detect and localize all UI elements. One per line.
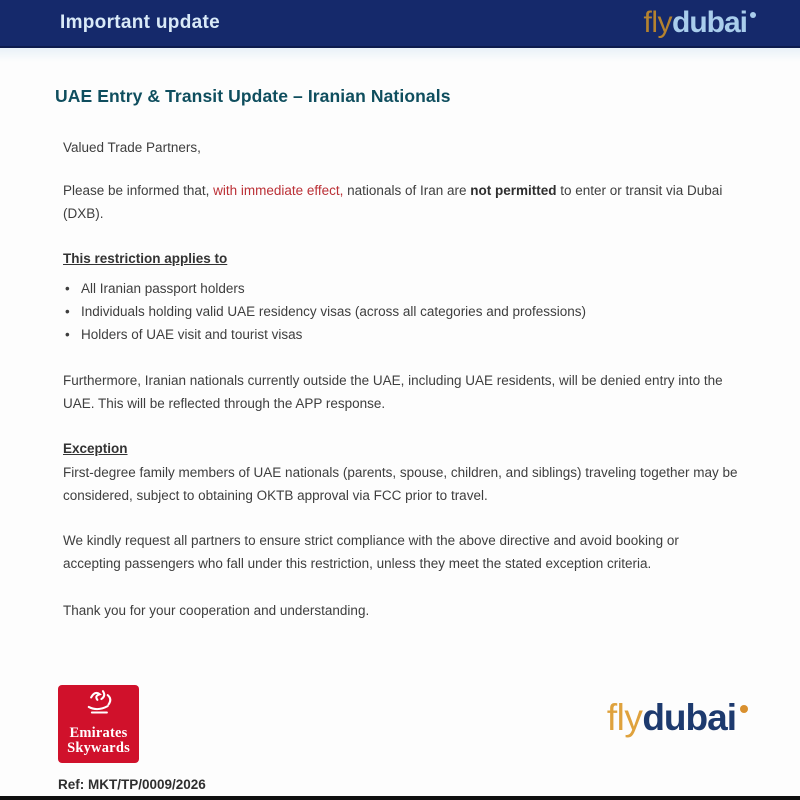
flydubai-logo-header (644, 8, 757, 38)
header-bar (0, 0, 800, 48)
not-permitted-emphasis: not permitted (470, 183, 557, 198)
emirates-logo-text: Emirates (69, 725, 128, 741)
emirates-skywards-logo (58, 685, 139, 763)
greeting-text: Valued Trade Partners, (63, 140, 201, 155)
intro-text-mid: nationals of Iran are (343, 183, 471, 198)
footer-logos-row (58, 685, 748, 763)
flydubai-logo-dubai-text: dubai (672, 6, 747, 39)
exception-body: First-degree family members of UAE nationals (parents, spouse, children, and siblings) traveling together may be considered, subject to obtaining OKTB approval via FCC prior to travel. (63, 465, 738, 503)
furthermore-paragraph: Furthermore, Iranian nationals currently outside the UAE, including UAE residents, will be denied entry into the UAE. This will be reflected through the APP response. (63, 373, 723, 411)
header-fade-divider (0, 48, 800, 62)
immediate-effect-highlight: with immediate effect, (213, 183, 344, 198)
header-title: Important update (60, 12, 220, 33)
notice-content (0, 86, 800, 622)
thanks-paragraph: Thank you for your cooperation and understanding. (63, 603, 370, 618)
flydubai-logo-fly-text: fly (606, 696, 643, 738)
compliance-paragraph: We kindly request all partners to ensure strict compliance with the above directive and avoid booking or accepting passengers who fall under this restriction, unless they meet the stated exception criteria. (63, 533, 679, 571)
skywards-logo-text: Skywards (67, 740, 130, 756)
flydubai-logo-dot-icon (750, 12, 756, 18)
flydubai-logo-dubai-text: dubai (642, 696, 736, 738)
reference-number: Ref: MKT/TP/0009/2026 (58, 777, 206, 792)
footer (58, 685, 748, 792)
intro-text-post: to enter or transit via Dubai (DXB). (63, 183, 723, 221)
flydubai-logo-footer (606, 696, 748, 738)
restriction-list (63, 277, 745, 346)
emirates-calligraphy-icon (83, 688, 115, 723)
restriction-list-item: • All Iranian passport holders (63, 277, 745, 300)
intro-paragraph (63, 179, 745, 225)
notice-title: UAE Entry & Transit Update – Iranian Nationals (55, 86, 451, 106)
bottom-edge-bar (0, 796, 800, 800)
restriction-heading: This restriction applies to (63, 251, 228, 266)
restriction-list-item: • Holders of UAE visit and tourist visas (63, 323, 745, 346)
intro-text-pre: Please be informed that, (63, 183, 214, 198)
flydubai-logo-fly-text: fly (643, 6, 672, 39)
flydubai-logo-dot-icon (740, 705, 748, 713)
exception-heading: Exception (63, 441, 128, 456)
restriction-list-item: • Individuals holding valid UAE residency visas (across all categories and professions) (63, 300, 745, 323)
